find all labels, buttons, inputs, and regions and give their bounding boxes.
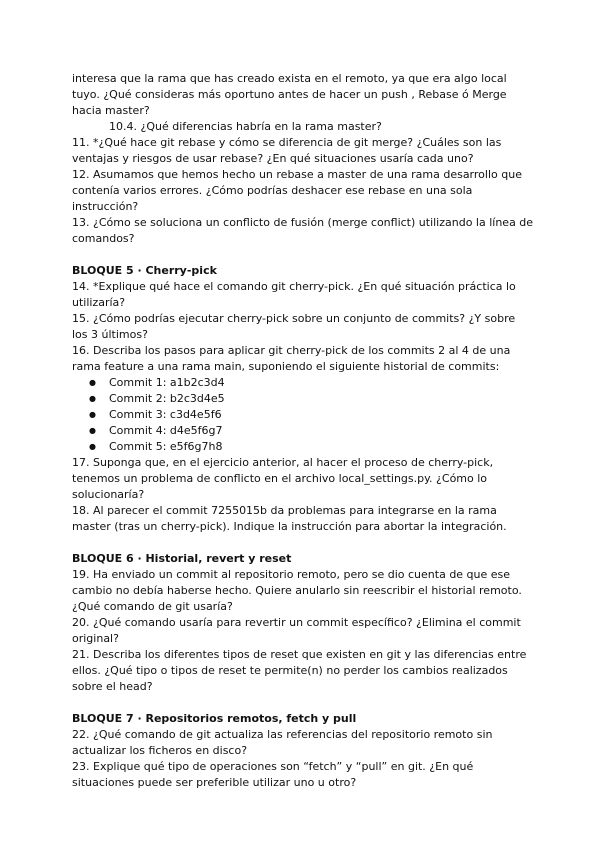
list-item: ● Commit 5: e5f6g7h8 [72,439,534,455]
paragraph-q14: 14. *Explique qué hace el comando git cherry-pick. ¿En qué situación práctica lo utilizaría? [72,280,516,309]
section-heading-bloque-6: BLOQUE 6 · Historial, revert y reset [72,552,292,565]
commit-history-list [72,375,534,455]
paragraph-q11: 11. *¿Qué hace git rebase y cómo se diferencia de git merge? ¿Cuáles son las ventajas y riesgos de usar rebase? ¿En qué situaciones usaría cada uno? [72,136,502,165]
paragraph-q17: 17. Suponga que, en el ejercicio anterior, al hacer el proceso de cherry-pick, tenemos un problema de conflicto en el archivo local_settings.py. ¿Cómo lo solucionaría? [72,456,494,501]
paragraph-q20: 20. ¿Qué comando usaría para revertir un commit específico? ¿Elimina el commit original? [72,616,521,645]
paragraph-q23: 23. Explique qué tipo de operaciones son “fetch” y “pull” en git. ¿En qué situaciones puede ser preferible utilizar uno u otro? [72,760,474,789]
paragraph-q18: 18. Al parecer el commit 7255015b da problemas para integrarse en la rama master (tras un cherry-pick). Indique la instrucción para abortar la integración. [72,504,507,533]
list-item: ● Commit 1: a1b2c3d4 [72,375,534,391]
list-item: ● Commit 2: b2c3d4e5 [72,391,534,407]
paragraph-q21: 21. Describa los diferentes tipos de reset que existen en git y las diferencias entre ellos. ¿Qué tipo o tipos de reset te permite(n) no perder los cambios realizados sobre el head? [72,648,527,693]
section-heading-bloque-5: BLOQUE 5 · Cherry-pick [72,264,217,277]
list-item: ● Commit 3: c3d4e5f6 [72,407,534,423]
document-body [72,71,534,791]
list-item: ● Commit 4: d4e5f6g7 [72,423,534,439]
paragraph-q22: 22. ¿Qué comando de git actualiza las referencias del repositorio remoto sin actualizar los ficheros en disco? [72,728,493,757]
paragraph-q10-context: interesa que la rama que has creado exista en el remoto, ya que era algo local tuyo. ¿Qué consideras más oportuno antes de hacer un push , Rebase ó Merge hacia master? [72,72,507,117]
paragraph-q19: 19. Ha enviado un commit al repositorio remoto, pero se dio cuenta de que ese cambio no debía haberse hecho. Quiere anularlo sin reescribir el historial remoto. ¿Qué comando de git usaría? [72,568,522,613]
section-heading-bloque-7: BLOQUE 7 · Repositorios remotos, fetch y pull [72,712,357,725]
paragraph-q10-4: 10.4. ¿Qué diferencias habría en la rama master? [109,120,382,133]
paragraph-q13: 13. ¿Cómo se soluciona un conflicto de fusión (merge conflict) utilizando la línea de comandos? [72,216,534,245]
paragraph-q12: 12. Asumamos que hemos hecho un rebase a master de una rama desarrollo que contenía varios errores. ¿Cómo podrías deshacer ese rebase en una sola instrucción? [72,168,522,213]
paragraph-q15: 15. ¿Cómo podrías ejecutar cherry-pick sobre un conjunto de commits? ¿Y sobre los 3 últimos? [72,312,516,341]
paragraph-q16: 16. Describa los pasos para aplicar git cherry-pick de los commits 2 al 4 de una rama feature a una rama main, suponiendo el siguiente historial de commits: [72,344,511,373]
